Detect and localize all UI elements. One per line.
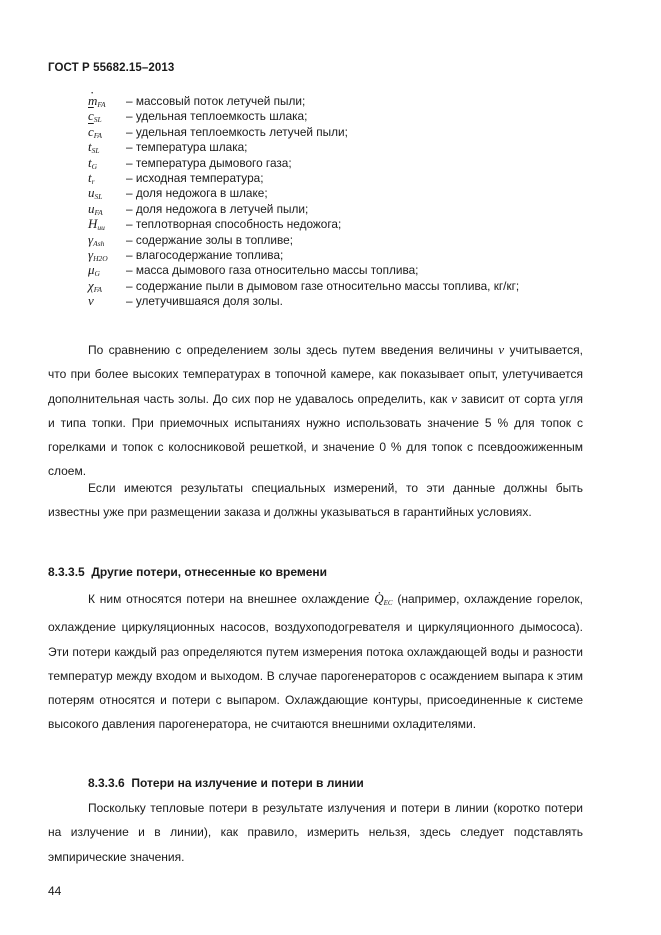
definition-row [88, 293, 608, 308]
definition-row [88, 155, 608, 170]
section-heading-8-3-3-6: 8.3.3.6 Потери на излучение и потери в линии [88, 776, 364, 790]
definition-row [88, 93, 608, 108]
definition-text: – удельная теплоемкость летучей пыли; [126, 124, 348, 139]
definition-text: – масса дымового газа относительно массы топлива; [126, 263, 419, 278]
paragraph-radiation-losses: Поскольку тепловые потери в результате излучения и потери в линии (коротко потери на излучение и в линии), как правило, измерить нельзя, здесь следует подставлять эмпирические значения. [48, 801, 583, 864]
definition-row [88, 185, 608, 200]
definition-symbol: ν [88, 293, 94, 309]
definition-symbol: $\overline{c}_{FA}$ [88, 123, 102, 140]
definition-text: – доля недожога в шлаке; [126, 186, 268, 201]
definition-text: – температура шлака; [126, 140, 248, 155]
definition-symbol: · $m_{FA}$ [88, 93, 126, 109]
page-number: 44 [48, 884, 62, 898]
definition-row [88, 139, 608, 154]
paragraph-volatilized-ash: По сравнению с определением золы здесь путем введения величины ν учитывается, что при более высоких температурах в топочной камере, как показывает опыт, улетучивается дополнительная часть золы. До сих пор не удавалось определить, как ν зависит от сорта угля и типа топки. При приемочных испытаниях нужно использовать значение 5 % для топок с горелками и топок с колосниковой решеткой, и значение 0 % для топок с псевдоожиженным слоем. [48, 342, 584, 479]
nu-symbol: ν [451, 390, 458, 406]
definition-symbol: $\chi_{FA}$ [88, 277, 102, 294]
definition-symbol: $u_{SL}$ [88, 185, 103, 202]
definition-symbol: $t_G$ [88, 154, 98, 171]
paragraph-special-measurements: Если имеются результаты специальных измерений, то эти данные должны быть известны уже при размещении заказа и должны указываться в гарантийных условиях. [48, 481, 583, 520]
definition-text: – улетучившаяся доля золы. [126, 294, 283, 309]
definition-text: – содержание золы в топливе; [126, 232, 293, 247]
document-header: ГОСТ Р 55682.15–2013 [48, 62, 175, 74]
definition-row [88, 247, 608, 262]
definition-row [88, 232, 608, 247]
section-heading-8-3-3-5: 8.3.3.5 Другие потери, отнесенные ко времени [48, 565, 328, 579]
definition-row [88, 262, 608, 277]
nu-symbol: ν [498, 342, 505, 357]
definition-symbol: $t_{SL}$ [88, 139, 100, 156]
definition-text: – температура дымового газа; [126, 155, 292, 170]
definition-symbol: $\mu_G$ [88, 262, 100, 279]
definition-symbol: $\gamma_{Ash}$ [88, 231, 105, 248]
definition-text: – массовый поток летучей пыли; [126, 94, 306, 108]
definition-row [88, 170, 608, 185]
definition-text: – влагосодержание топлива; [126, 247, 284, 262]
definition-symbol: $\gamma_{H2O}$ [88, 246, 108, 263]
definition-symbol: $\overline{c}_{SL}$ [88, 108, 102, 125]
definition-symbol: $H_{uu}$ [88, 216, 105, 233]
definition-text: – доля недожога в летучей пыли; [126, 201, 309, 216]
definition-row [88, 216, 608, 231]
definition-row [88, 124, 608, 139]
symbol-definitions-list [88, 93, 608, 308]
q-dot-symbol: · $Q_{EC}$ [374, 591, 392, 606]
definition-text: – удельная теплоемкость шлака; [126, 109, 308, 124]
definition-row [88, 201, 608, 216]
definition-symbol: $u_{FA}$ [88, 200, 103, 217]
definition-text: – теплотворная способность недожога; [126, 217, 342, 232]
definition-text: – исходная температура; [126, 170, 264, 185]
definition-row [88, 278, 608, 293]
paragraph-external-cooling: К ним относятся потери на внешнее охлаждение · $Q_{EC}$ (например, охлаждение горелок, охлаждение циркуляционных насосов, воздухоподогревателя и циркуляционного дымососа). Эти потери каждый раз определяются путем измерения потока охлаждающей воды и разности температур между входом и выходом. В случае парогенераторов с осаждением выпара к этим потерям относятся и потери с выпаром. Охлаждающие контуры, присоединенные к системе высокого давления парогенератора, не считаются внешними охладителями. [48, 587, 583, 737]
definition-text: – содержание пыли в дымовом газе относительно массы топлива, кг/кг; [126, 278, 520, 293]
definition-row [88, 108, 608, 123]
definition-symbol: $t_r$ [88, 169, 95, 186]
